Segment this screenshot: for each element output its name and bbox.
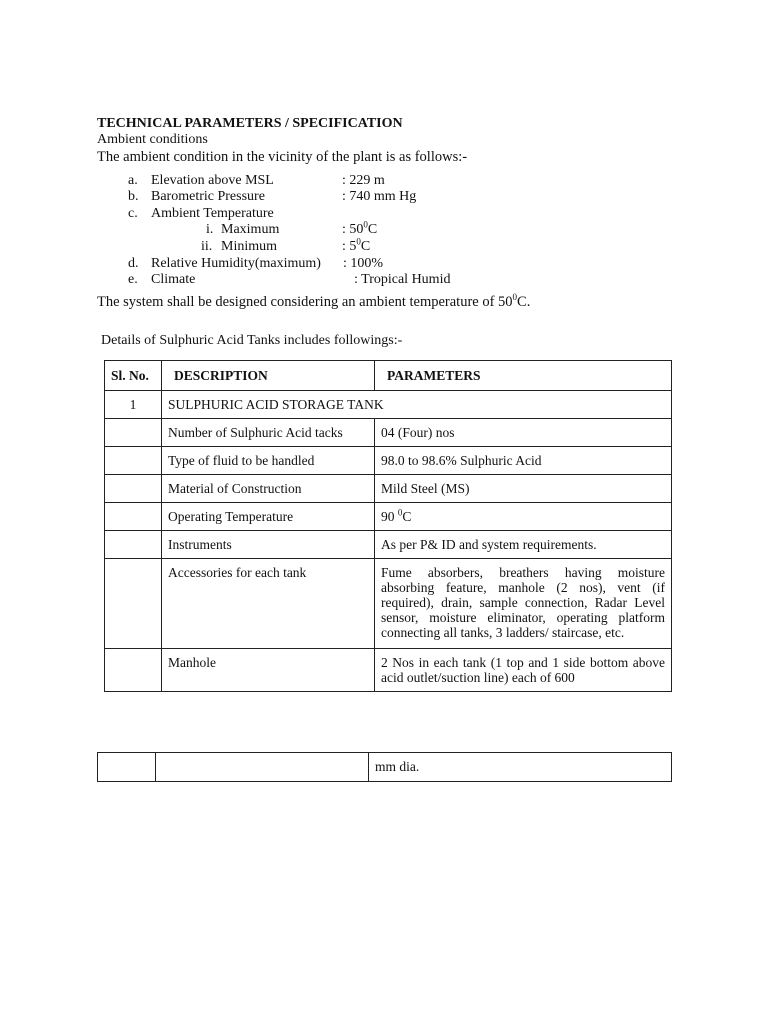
header-description: DESCRIPTION (162, 361, 375, 391)
tanks-intro: Details of Sulphuric Acid Tanks includes followings:- (101, 333, 403, 348)
parameter-cell: As per P& ID and system requirements. (375, 531, 672, 559)
description-cell: Manhole (162, 649, 375, 692)
condition-c-marker: c. (128, 206, 138, 221)
condition-ci-marker: i. (206, 222, 214, 237)
sl-cell (105, 531, 162, 559)
spec-table (104, 360, 672, 692)
parameter-cell: 98.0 to 98.6% Sulphuric Acid (375, 447, 672, 475)
section-title: SULPHURIC ACID STORAGE TANK (162, 391, 672, 419)
table-row (105, 559, 672, 649)
parameter-cell: mm dia. (369, 753, 672, 782)
condition-pressure-value: : 740 mm Hg (342, 189, 417, 204)
table-row (98, 753, 672, 782)
section-sl-no: 1 (105, 391, 162, 419)
sl-cell (105, 447, 162, 475)
description-cell: Accessories for each tank (162, 559, 375, 649)
condition-cii-marker: ii. (201, 239, 213, 254)
header-parameters: PARAMETERS (375, 361, 672, 391)
table-row (105, 419, 672, 447)
sl-cell (105, 649, 162, 692)
condition-min-label: Minimum (221, 239, 278, 254)
condition-climate-value: : Tropical Humid (354, 272, 451, 287)
condition-a-marker: a. (128, 173, 138, 188)
parameter-cell: 2 Nos in each tank (1 top and 1 side bottom above acid outlet/suction line) each of 600 (375, 649, 672, 692)
sl-cell (105, 503, 162, 531)
parameter-cell: Mild Steel (MS) (375, 475, 672, 503)
table-row (105, 649, 672, 692)
condition-max-label: Maximum (221, 222, 280, 237)
condition-pressure-label: Barometric Pressure (151, 189, 265, 204)
sl-cell (105, 419, 162, 447)
page-heading: TECHNICAL PARAMETERS / SPECIFICATION (97, 116, 403, 131)
ambient-intro: The ambient condition in the vicinity of the plant is as follows:- (97, 149, 468, 165)
sl-cell (105, 559, 162, 649)
condition-humidity-value: : 100% (343, 256, 384, 271)
table-row (105, 503, 672, 531)
description-cell: Number of Sulphuric Acid tacks (162, 419, 375, 447)
description-cell: Material of Construction (162, 475, 375, 503)
table-row (105, 447, 672, 475)
condition-max-value: : $50^0C$ (342, 219, 378, 237)
condition-elevation-label: Elevation above MSL (151, 173, 274, 188)
section-row (105, 391, 672, 419)
description-cell (156, 753, 369, 782)
header-sl-no: Sl. No. (105, 361, 162, 391)
parameter-cell: 04 (Four) nos (375, 419, 672, 447)
continuation-table (97, 752, 672, 782)
condition-min-value: : $5^0C$ (342, 236, 371, 254)
ambient-subheading: Ambient conditions (97, 132, 208, 147)
condition-d-marker: d. (128, 256, 139, 271)
condition-b-marker: b. (128, 189, 139, 204)
table-row (105, 531, 672, 559)
parameter-cell: Fume absorbers, breathers having moisture absorbing feature, manhole (2 nos), vent (if required), drain, sample connection, Radar Level sensor, moisture eliminator, operating platform connecting all tanks, 3 ladders/ staircase, etc. (375, 559, 672, 649)
description-cell: Type of fluid to be handled (162, 447, 375, 475)
sl-cell (105, 475, 162, 503)
condition-e-marker: e. (128, 272, 138, 287)
sl-cell (98, 753, 156, 782)
condition-elevation-value: : 229 m (342, 173, 385, 188)
design-note: The system shall be designed considering an ambient temperature of $50^0C$. (97, 292, 531, 310)
condition-climate-label: Climate (151, 272, 196, 287)
description-cell: Operating Temperature (162, 503, 375, 531)
condition-temperature-label: Ambient Temperature (151, 206, 274, 221)
table-row (105, 475, 672, 503)
table-header-row (105, 361, 672, 391)
description-cell: Instruments (162, 531, 375, 559)
condition-humidity-label: Relative Humidity(maximum) (151, 256, 321, 271)
parameter-cell: 90 $^0$C (375, 503, 672, 531)
